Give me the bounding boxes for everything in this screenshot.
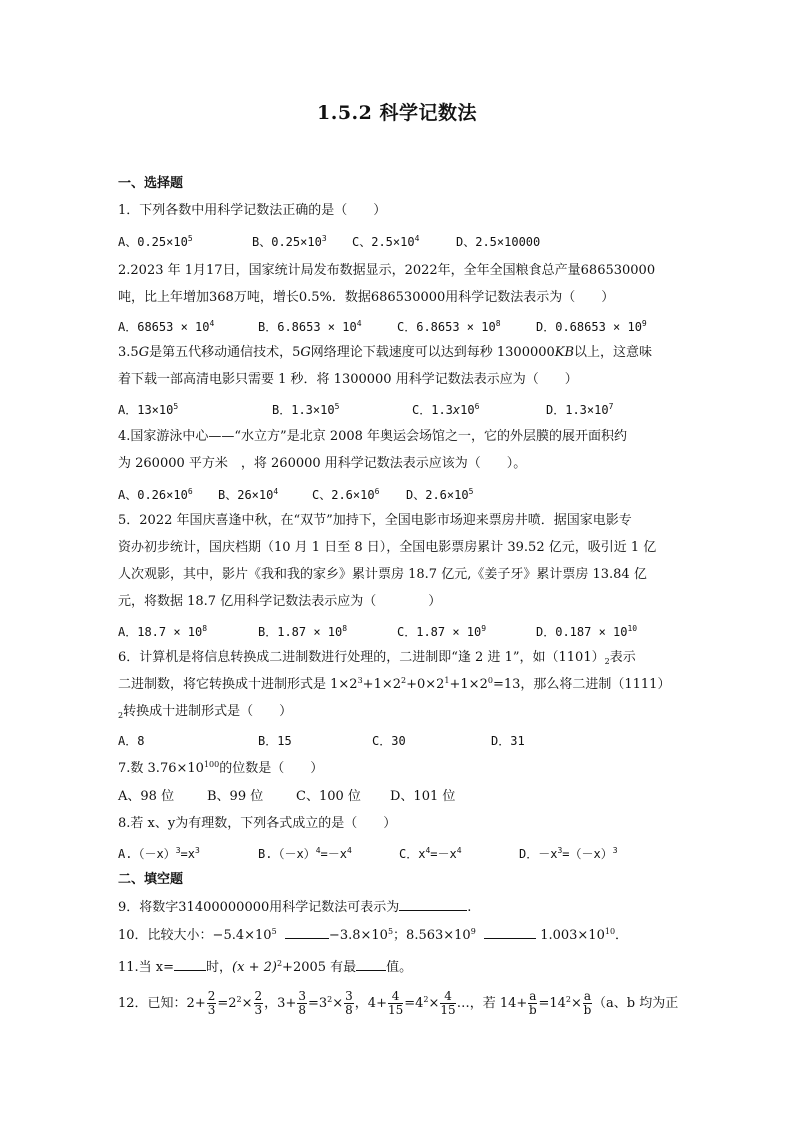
q5-option-b: B．$1.87 \times 10^8$ <box>258 624 348 639</box>
question-6-line-1: 6．计算机是将信息转换成二进制数进行处理的，二进制即“逢 2 进 1”，如$(1101)_2$表示 <box>118 650 636 666</box>
q1-option-d: D、2.5×10000 <box>456 235 541 249</box>
fraction: $\frac{3}{8}$ <box>298 989 306 1017</box>
q6-option-d: D．31 <box>491 734 525 748</box>
question-5-line-1: 5．2022 年国庆喜逢中秋，在“双节”加持下，全国电影市场迎来票房井喷．据国家电影专 <box>118 513 632 528</box>
q8-option-b: $B.(-x)^4=-x^4$ <box>258 846 352 861</box>
fraction: $\frac{4}{15}$ <box>387 989 404 1017</box>
question-11: 11.当 x= 时，$(x + 2)^2+2005$ 有最 值。 <box>118 959 413 975</box>
section-heading-fill: 二、填空题 <box>118 872 184 887</box>
question-5-line-4: 元，将数据 18.7 亿用科学记数法表示应为（ ） <box>118 594 442 609</box>
q7-option-c: C、100 位 <box>296 789 361 804</box>
q10-answer-blank-2[interactable] <box>484 926 536 939</box>
question-2-line-2: 吨，比上年增加368万吨，增长0.5%．数据686530000用科学记数法表示为（ ） <box>118 290 615 305</box>
fraction: $\frac{2}{3}$ <box>254 989 263 1017</box>
question-3-line-2: 着下载一部高清电影只需要 1 秒．将 1300000 用科学记数法表示应为（ ） <box>118 372 578 387</box>
fraction: $\frac{4}{15}$ <box>440 989 456 1017</box>
q4-option-a: A、$0.26\times 10^6$ <box>118 487 193 502</box>
q5-option-d: D．$0.187 \times 10^{10}$ <box>536 624 638 639</box>
q6-option-c: C．30 <box>372 734 406 748</box>
q3-option-b: B．$1.3\times 10^5$ <box>272 402 340 417</box>
q7-option-b: B、99 位 <box>207 789 264 804</box>
q5-option-c: C．$1.87 \times 10^9$ <box>397 624 487 639</box>
q8-option-a: $A.(-x)^3=x^3$ <box>118 846 200 861</box>
question-6-line-3: $_2$转换成十进制形式是（ ） <box>118 704 293 720</box>
question-3-line-1: 3.5G是第五代移动通信技术，5G网络理论下载速度可以达到每秒 1300000KB以上，这意味 <box>118 345 653 360</box>
q1-option-a: A、$0.25\times 10^5$ <box>118 234 193 249</box>
question-5-line-3: 人次观影，其中，影片《我和我的家乡》累计票房 18.7 亿元,《姜子牙》累计票房 13.84 亿 <box>118 567 647 582</box>
q11-answer-blank-1[interactable] <box>174 958 206 971</box>
q6-option-b: B．15 <box>258 734 292 748</box>
q3-option-c: C．$1.3x10^6$ <box>412 402 480 417</box>
q2-option-d: D．$0.68653 \times 10^9$ <box>536 319 647 334</box>
question-9: 9．将数字31400000000用科学记数法可表示为 . <box>118 900 472 915</box>
q7-option-a: A、98 位 <box>118 789 175 804</box>
question-4-line-2: 为 260000 平方米 ，将 260000 用科学记数法表示应该为（ ）。 <box>118 456 527 471</box>
q4-option-c: C、$2.6\times 10^6$ <box>312 487 380 502</box>
question-6-line-2: 二进制数，将它转换成十进制形式是 $1\times 2^3+1\times 2^2+0\times 2^1+1\times 2^0=13$，那么将二进制（1111） <box>118 676 671 692</box>
q3-option-d: D．$1.3\times 10^7$ <box>546 402 614 417</box>
fraction: $\frac{2}{3}$ <box>207 989 216 1017</box>
question-1-stem: 1．下列各数中用科学记数法正确的是（ ） <box>118 203 387 218</box>
q11-answer-blank-2[interactable] <box>356 958 386 971</box>
question-4-line-1: 4.国家游泳中心——“水立方”是北京 2008 年奥运会场馆之一，它的外层膜的展开面积约 <box>118 429 628 444</box>
q4-option-b: B、$26\times 10^4$ <box>218 487 279 502</box>
q2-option-b: B．$6.8653 \times 10^4$ <box>258 319 362 334</box>
question-5-line-2: 资办初步统计，国庆档期（10 月 1 日至 8 日），全国电影票房累计 39.52 亿元，吸引近 1 亿 <box>118 540 657 555</box>
q2-option-a: A．$68653 \times 10^4$ <box>118 319 215 334</box>
q8-option-c: C．$x^4=-x^4$ <box>399 846 462 861</box>
q8-option-d: D．$-x^3=(-x)^3$ <box>519 846 618 861</box>
question-10: 10．比较大小：$-5.4\times 10^5 -3.8\times 10^5$；$8.563\times 10^9$ $1.003\times 10^{10}$． <box>118 927 629 943</box>
q7-option-d: D、101 位 <box>390 789 456 804</box>
question-12: 12．已知：2+ $\frac{2}{3}$ $=2^2\times$ $\frac{2}{3}$ ，3+ $\frac{3}{8}$ $=3^2\times$ $\frac{3}{8}$ ，4+ $\frac{4}{15}$ $=4^2\times$ $\frac{4}{15}$ …，若 14+ $\frac{a}{b}$ $=14^2\times$ $\frac{a}{b}$ （a、b 均为正 <box>118 989 679 1017</box>
fraction: $\frac{a}{b}$ <box>583 989 592 1017</box>
q6-option-a: A．8 <box>118 734 145 748</box>
fraction: $\frac{a}{b}$ <box>529 989 537 1017</box>
q5-option-a: A．$18.7 \times 10^8$ <box>118 624 208 639</box>
q1-option-b: B、$0.25\times 10^3$ <box>252 234 327 249</box>
question-2-line-1: 2.2023 年 1月17日，国家统计局发布数据显示，2022年，全年全国粮食总产量686530000 <box>118 263 656 278</box>
question-7-stem: 7.数 $3.76\times 10^{100}$的位数是（ ） <box>118 760 324 776</box>
q1-option-c: C、$2.5\times 10^4$ <box>352 234 420 249</box>
question-8-stem: 8.若 x、y为有理数，下列各式成立的是（ ） <box>118 816 397 831</box>
q9-answer-blank[interactable] <box>399 898 467 911</box>
q2-option-c: C．$6.8653 \times 10^8$ <box>397 319 501 334</box>
q3-option-a: A．$13\times 10^5$ <box>118 402 179 417</box>
q10-answer-blank-1[interactable] <box>285 926 329 939</box>
section-heading-choice: 一、选择题 <box>118 176 184 191</box>
page-title: 1.5.2 科学记数法 <box>316 102 477 124</box>
fraction: $\frac{3}{8}$ <box>345 989 353 1017</box>
q4-option-d: D、$2.6\times 10^5$ <box>406 487 474 502</box>
